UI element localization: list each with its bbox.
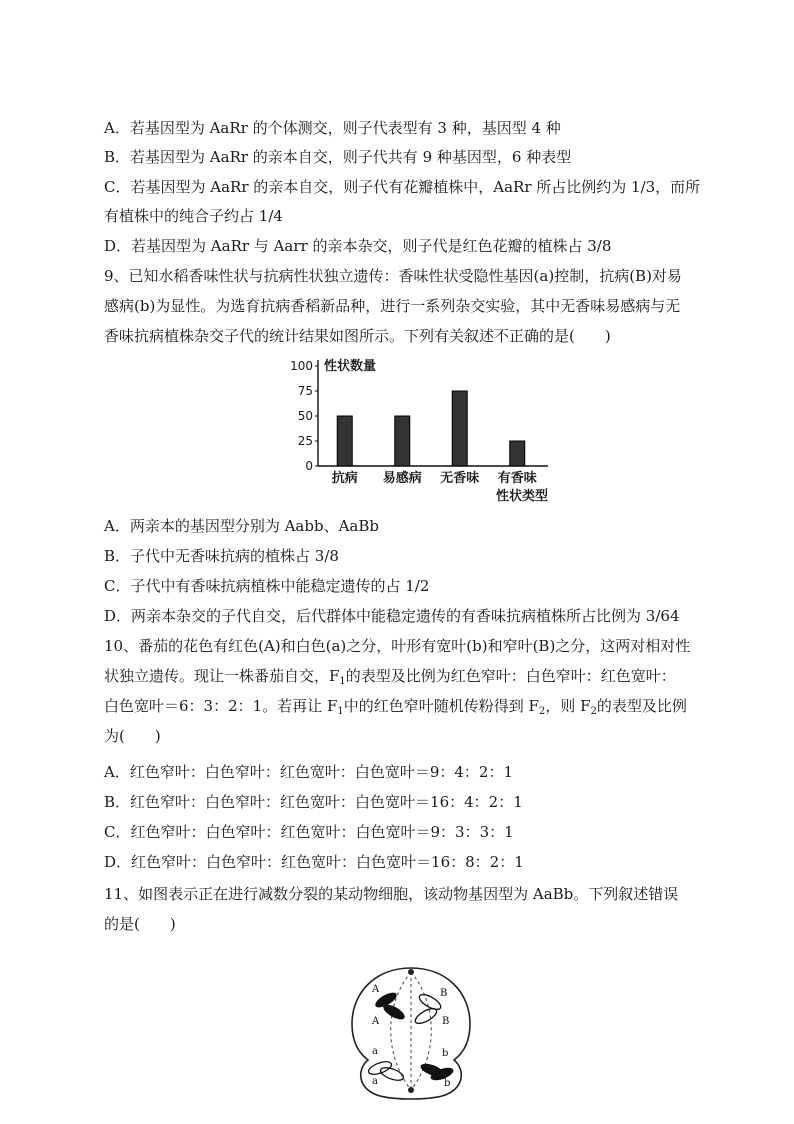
q9-option-a: A．两亲本的基因型分别为 Aabb、AaBb [104, 517, 379, 535]
q8-option-c-line2: 有植株中的纯合子约占 1/4 [104, 207, 283, 225]
q10-stem-line2: 状独立遗传。现让一株番茄自交，$F_1$的表型及比例为红色窄叶：白色窄叶：红色宽叶： [104, 667, 676, 687]
centrosome-bottom [408, 1087, 414, 1093]
gene-label: b [442, 1048, 449, 1059]
q8-option-c-line1: C．若基因型为 AaRr 的亲本自交，则子代有花瓣植株中，AaRr 所占比例约为 1/3，而所 [104, 178, 701, 196]
q10-stem-line1: 10、番茄的花色有红色(A)和白色(a)之分，叶形有宽叶(b)和窄叶(B)之分，这两对相对性 [104, 637, 691, 655]
q11-stem-line1: 11、如图表示正在进行减数分裂的某动物细胞，该动物基因型为 AaBb。下列叙述错误 [104, 885, 679, 903]
q10-option-a: A．红色窄叶：白色窄叶：红色宽叶：白色宽叶＝9：4：2：1 [104, 763, 514, 781]
x-tick-label: 无香味 [440, 471, 480, 486]
y-tick-label: 0 [305, 459, 313, 473]
x-tick-label: 有香味 [497, 471, 537, 486]
x-axis-label: 性状类型 [495, 489, 548, 504]
spindle-fibers [391, 972, 432, 1090]
y-axis-label: 性状数量 [324, 359, 377, 374]
gene-label: a [372, 1076, 378, 1087]
bar-3 [510, 441, 525, 466]
q9-stem-line3: 香味抗病植株杂交子代的统计结果如图所示。下列有关叙述不正确的是( ) [104, 327, 611, 345]
meiosis-cell-diagram [346, 962, 476, 1102]
q8-option-d: D．若基因型为 AaRr 与 Aarr 的亲本杂交，则子代是红色花瓣的植株占 3/8 [104, 237, 612, 255]
gene-label: a [372, 1046, 378, 1057]
y-tick-label: 25 [297, 434, 313, 448]
q9-stem-line1: 9、已知水稻香味性状与抗病性状独立遗传：香味性状受隐性基因(a)控制，抗病(B)对易 [104, 267, 682, 285]
chromosome-pair-right-top [413, 992, 443, 1027]
bar-0 [337, 416, 352, 466]
x-tick-label: 易感病 [382, 471, 422, 486]
q9-option-b: B．子代中无香味抗病的植株占 3/8 [104, 547, 339, 565]
q11-stem-line2: 的是( ) [104, 915, 176, 933]
gene-label: A [372, 1016, 380, 1027]
trait-bar-chart [280, 352, 560, 512]
y-tick-label: 75 [297, 384, 313, 398]
centrosome-top [408, 969, 414, 975]
gene-label: B [440, 988, 448, 999]
bar-2 [452, 391, 467, 466]
q9-stem-line2: 感病(b)为显性。为选育抗病香稻新品种，进行一系列杂交实验，其中无香味易感病与无 [104, 297, 681, 315]
bar-1 [395, 416, 410, 466]
q10-stem-line3: 白色宽叶＝6：3：2：1。若再让 $F_1$中的红色窄叶随机传粉得到 $F_2$，则 $F_2$的表型及比例 [104, 697, 687, 717]
q10-option-b: B．红色窄叶：白色窄叶：红色宽叶：白色宽叶＝16：4：2：1 [104, 793, 523, 811]
q10-option-c: C．红色窄叶：白色窄叶：红色宽叶：白色宽叶＝9：3：3：1 [104, 823, 514, 841]
q10-stem-line4: 为( ) [104, 727, 161, 745]
y-tick-label: 50 [297, 409, 313, 423]
y-tick-label: 100 [290, 359, 313, 373]
q8-option-a: A．若基因型为 AaRr 的个体测交，则子代表型有 3 种，基因型 4 种 [104, 119, 561, 137]
x-tick-label: 抗病 [331, 471, 358, 486]
q9-option-d: D．两亲本杂交的子代自交，后代群体中能稳定遗传的有香味抗病植株所占比例为 3/64 [104, 607, 680, 625]
gene-label: B [442, 1016, 450, 1027]
gene-label: b [444, 1078, 451, 1089]
q9-option-c: C．子代中有香味抗病植株中能稳定遗传的占 1/2 [104, 577, 430, 595]
gene-label: A [372, 984, 380, 995]
q8-option-b: B．若基因型为 AaRr 的亲本自交，则子代共有 9 种基因型，6 种表型 [104, 148, 572, 166]
q10-option-d: D．红色窄叶：白色窄叶：红色宽叶：白色宽叶＝16：8：2：1 [104, 853, 524, 871]
